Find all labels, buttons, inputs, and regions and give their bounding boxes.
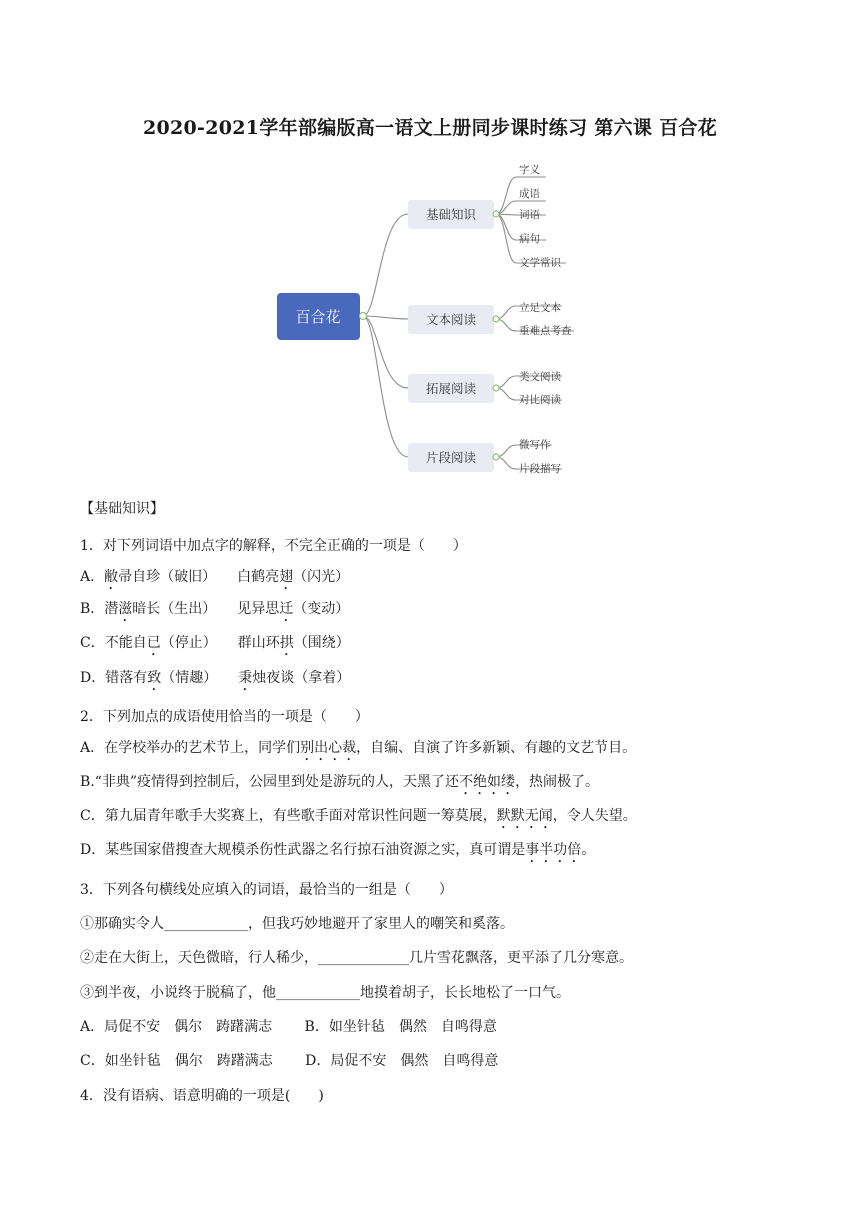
- mindmap-branch-label: 文本阅读: [425, 312, 477, 327]
- mindmap-leaf: 重难点考查: [519, 325, 572, 337]
- text-run: 。: [581, 842, 596, 858]
- mindmap-branch-label: 基础知识: [425, 207, 477, 222]
- mindmap-leaf: 词语: [519, 209, 540, 221]
- text-run: ，热闹极了。: [515, 774, 600, 790]
- section-heading: 【基础知识】: [80, 501, 164, 517]
- question-3-options-ab: A．局促不安 偶尔 踌躇满志 B．如坐针毡 偶然 自鸣得意: [80, 1019, 497, 1035]
- question-2-option-b: [80, 772, 599, 798]
- emphasized-text: 秉: [238, 670, 253, 686]
- text-run: 烛夜谈（拿着）: [252, 670, 351, 686]
- mindmap-leaf: 立足文本: [519, 302, 561, 314]
- question-3-options-cd: C．如坐针毡 偶尔 踌躇满志 D．局促不安 偶然 自鸣得意: [80, 1053, 499, 1069]
- question-1-option-b: [80, 599, 349, 625]
- question-1-option-c: [80, 633, 350, 659]
- text-run: D．某些国家借搜查大规模杀伤性武器之名行掠石油资源之实，真可谓是: [80, 842, 526, 858]
- emphasized-text: 翅: [279, 569, 294, 585]
- mindmap-branch-label: 片段阅读: [425, 450, 477, 465]
- text-run: （闪光）: [293, 569, 350, 585]
- text-run: B．潜: [80, 601, 119, 617]
- question-2-stem: 2．下列加点的成语使用恰当的一项是（ ）: [80, 709, 369, 725]
- mindmap-branch-label: 拓展阅读: [425, 381, 477, 396]
- question-3-sentence-2: ②走在大街上，天色微暗，行人稀少，_____________几片雪花飘落，更平添了几分寒意。: [80, 950, 633, 966]
- text-run: 暗长（生出） 见异思: [132, 601, 280, 617]
- text-run: A．在学校举办的艺术节上，同学们: [80, 740, 301, 756]
- question-1-option-a: [80, 567, 349, 593]
- emphasized-text: 已: [146, 635, 161, 651]
- mindmap-leaf: 片段描写: [519, 463, 561, 475]
- mindmap-leaf: 成语: [519, 188, 540, 200]
- question-3-sentence-1: ①那确实令人____________，但我巧妙地避开了家里人的嘲笑和奚落。: [80, 916, 514, 932]
- question-3-stem: 3．下列各句横线处应填入的词语，最恰当的一组是（ ）: [80, 882, 453, 898]
- text-run: （变动）: [293, 601, 350, 617]
- question-2-option-a: [80, 738, 636, 764]
- text-run: （情趣）: [161, 670, 239, 686]
- mindmap-leaf: 微写作: [519, 439, 551, 451]
- emphasized-text: 拱: [279, 635, 294, 651]
- mindmap-leaf: 病句: [519, 233, 540, 245]
- emphasized-text: 滋: [118, 601, 133, 617]
- emphasized-text: 敝: [104, 569, 119, 585]
- emphasized-text: 默默无闻: [496, 808, 553, 824]
- mind-map: [270, 156, 590, 482]
- mindmap-center-label: 百合花: [295, 308, 341, 326]
- question-1-option-d: [80, 668, 350, 694]
- text-run: （停止） 群山环: [160, 635, 280, 651]
- mindmap-leaf: 类文阅读: [519, 371, 561, 383]
- page-title: 2020-2021学年部编版高一语文上册同步课时练习 第六课 百合花: [142, 117, 718, 139]
- emphasized-text: 别出心裁: [300, 740, 357, 756]
- text-run: ，自编、自演了许多新颖、有趣的文艺节目。: [356, 740, 637, 756]
- emphasized-text: 事半功倍: [525, 842, 582, 858]
- question-2-option-d: [80, 840, 595, 866]
- question-1-stem: 1．对下列词语中加点字的解释，不完全正确的一项是（ ）: [80, 538, 467, 554]
- text-run: D．错落有: [80, 670, 148, 686]
- emphasized-text: 迁: [279, 601, 294, 617]
- text-run: A．: [80, 569, 105, 585]
- mindmap-leaf: 对比阅读: [519, 394, 561, 406]
- question-3-sentence-3: ③到半夜，小说终于脱稿了，他____________地摸着胡子，长长地松了一口气。: [80, 985, 570, 1001]
- text-run: C．第九届青年歌手大奖赛上，有些歌手面对常识性问题一筹莫展，: [80, 808, 497, 824]
- text-run: （围绕）: [293, 635, 350, 651]
- emphasized-text: 致: [147, 670, 162, 686]
- text-run: B.“非典”疫情得到控制后，公园里到处是游玩的人，天黑了还: [80, 774, 460, 790]
- mindmap-leaf: 字义: [519, 164, 540, 176]
- text-run: C．不能自: [80, 635, 147, 651]
- text-run: 帚自珍（破旧） 白鹤亮: [118, 569, 280, 585]
- question-4-stem: 4．没有语病、语意明确的一项是( ): [80, 1088, 324, 1104]
- mindmap-leaf: 文学常识: [519, 257, 561, 269]
- question-2-option-c: [80, 806, 637, 832]
- emphasized-text: 不绝如缕: [459, 774, 516, 790]
- text-run: ，令人失望。: [552, 808, 637, 824]
